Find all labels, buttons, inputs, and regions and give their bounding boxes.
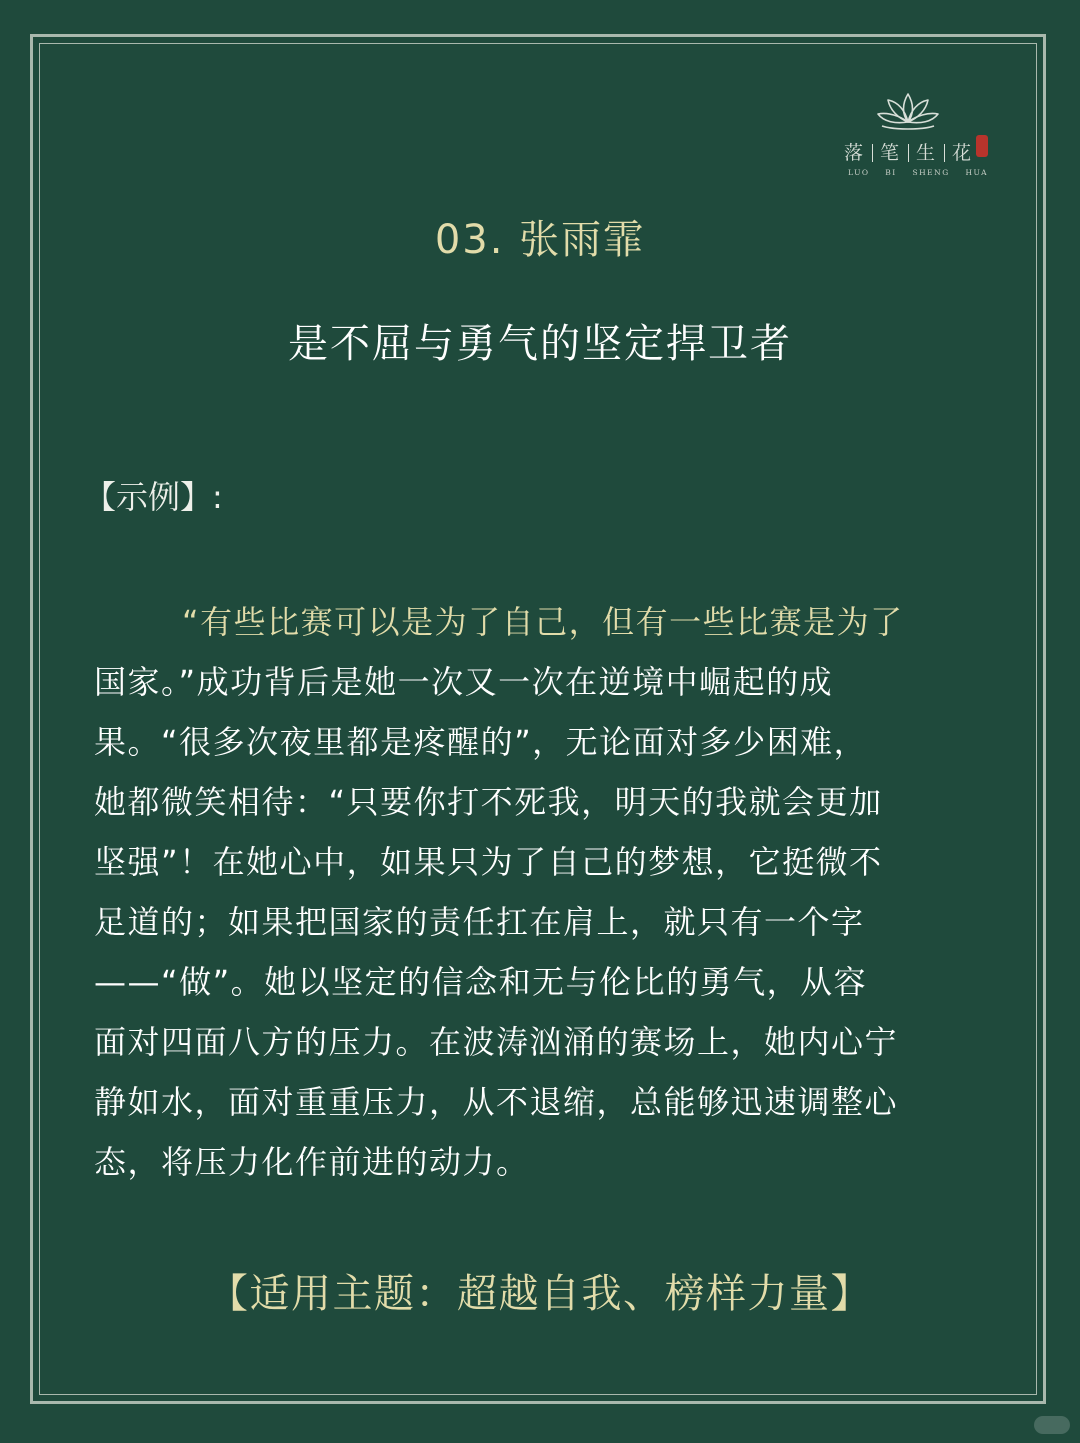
- logo-roman-word: HUA: [965, 168, 988, 177]
- logo-roman-word: BI: [885, 168, 897, 177]
- logo-separator: [944, 144, 945, 162]
- logo-romanization: [848, 168, 988, 177]
- example-label: 【示例】:: [84, 478, 223, 516]
- logo-roman-word: LUO: [848, 168, 870, 177]
- logo-separator: [872, 144, 873, 162]
- body-line: 态，将压力化作前进的动力。: [94, 1143, 530, 1181]
- body-line: 面对四面八方的压力。在波涛汹涌的赛场上，她内心宁: [94, 1023, 899, 1061]
- body-line: ——“做”。她以坚定的信念和无与伦比的勇气，从容: [94, 963, 868, 1001]
- logo-char: 落: [844, 142, 866, 164]
- page-title: 03. 张雨霏: [434, 217, 646, 263]
- body-line: 足道的；如果把国家的责任扛在肩上，就只有一个字: [94, 903, 865, 941]
- logo-roman-word: SHENG: [912, 168, 950, 177]
- body-paragraph: [94, 596, 974, 1196]
- watermark-badge: [1034, 1416, 1070, 1434]
- brand-logo: [842, 88, 992, 184]
- logo-char: 生: [916, 142, 938, 164]
- body-line: “有些比赛可以是为了自己，但有一些比赛是为了: [182, 603, 904, 641]
- body-line: 国家。”成功背后是她一次又一次在逆境中崛起的成: [94, 663, 834, 701]
- lotus-icon: [842, 88, 992, 134]
- logo-text: [844, 138, 990, 165]
- applicable-topic: 【适用主题：超越自我、榜样力量】: [208, 1271, 872, 1317]
- body-line: 静如水，面对重重压力，从不退缩，总能够迅速调整心: [94, 1083, 899, 1121]
- logo-separator: [908, 144, 909, 162]
- logo-char: 花: [952, 142, 974, 164]
- body-line: 果。“很多次夜里都是疼醒的”，无论面对多少困难，: [94, 723, 868, 761]
- logo-seal-stamp: [976, 135, 988, 157]
- body-line: 她都微笑相待：“只要你打不死我，明天的我就会更加: [94, 783, 883, 821]
- body-line: 坚强”！在她心中，如果只为了自己的梦想，它挺微不: [94, 843, 883, 881]
- page-subtitle: 是不屈与勇气的坚定捍卫者: [288, 321, 792, 367]
- logo-char: 笔: [880, 142, 902, 164]
